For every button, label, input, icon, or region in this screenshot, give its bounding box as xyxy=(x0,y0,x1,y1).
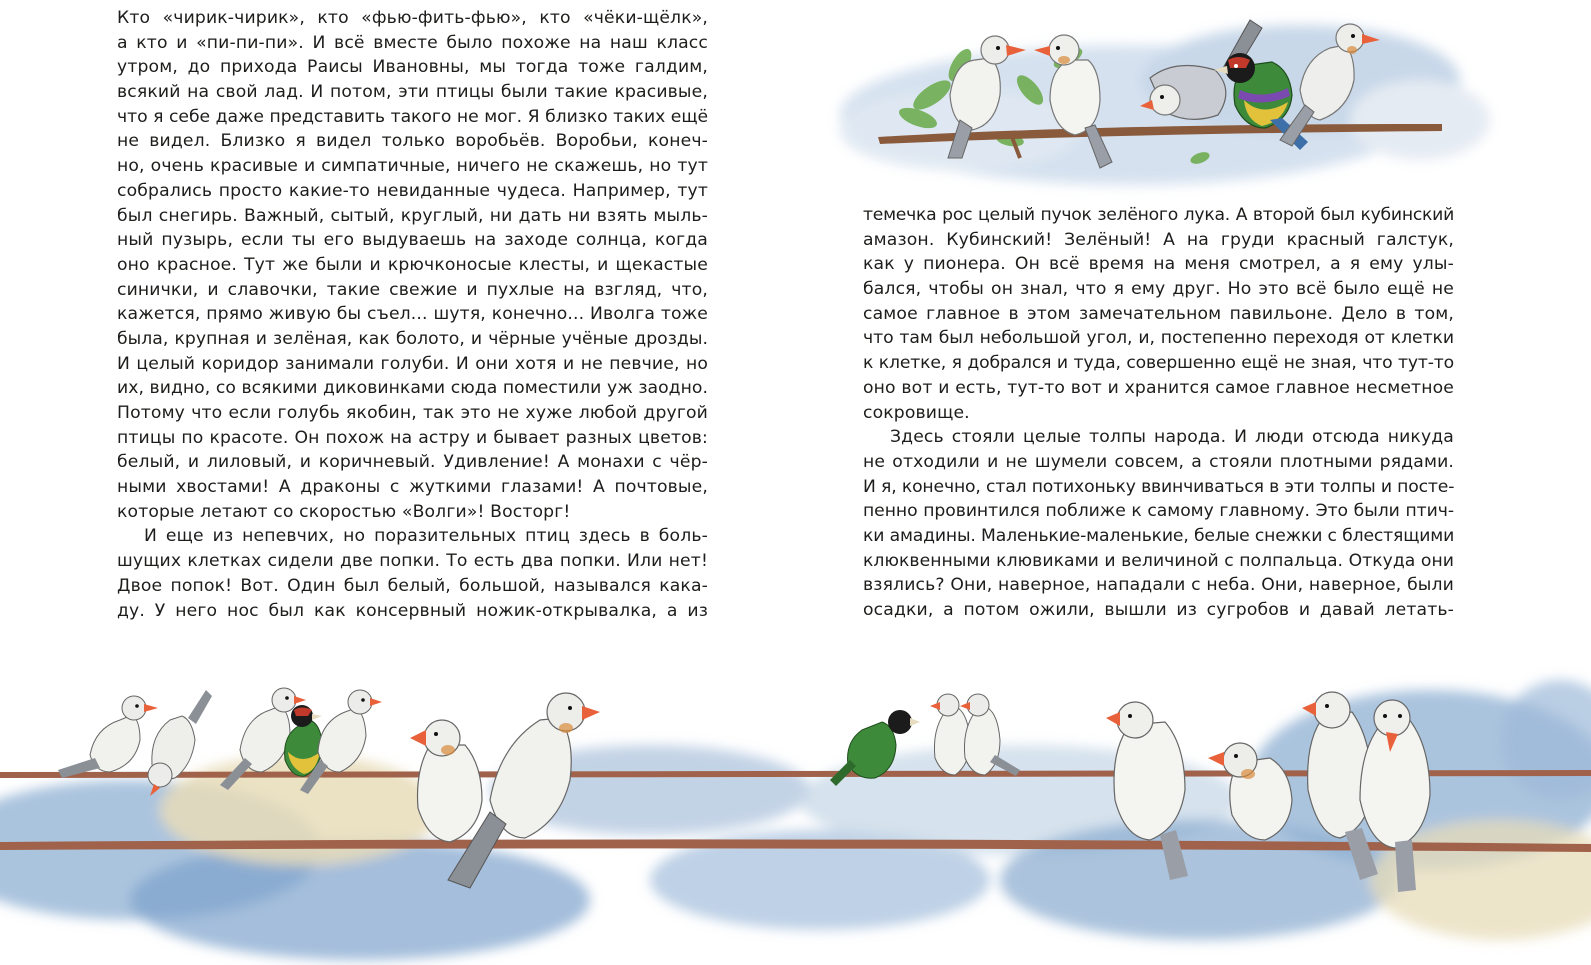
text-line: И я, конечно, стал потихоньку ввинчиваться в эти толпы и посте- xyxy=(863,476,1455,497)
text-line: Кто «чирик-чирик», кто «фью-фить-фью», кто «чёки-щёлк», xyxy=(117,8,708,28)
text-line: сокровище. xyxy=(863,402,970,423)
text-line: самое главное в этом замечательном павильоне. Дело в том, xyxy=(863,303,1454,324)
text-line: клюквенными клювиками и величиной с полпальца. Откуда они xyxy=(863,550,1454,571)
text-line: кажется, прямо живую бы съел... шутя, конечно... Иволга тоже xyxy=(117,304,708,325)
text-line: взялись? Они, наверное, нападали с неба. Они, наверное, были xyxy=(863,575,1454,596)
bottom-finch-1 xyxy=(58,696,158,778)
text-line: их, видно, со всякими диковинками сюда поместили уж заодно. xyxy=(117,378,708,399)
text-line: а кто и «пи-пи-пи». И всё вместе было похоже на наш класс xyxy=(117,32,708,53)
text-column-left xyxy=(117,6,708,623)
text-line: Потому что если голубь якобин, так это не хуже любой другой xyxy=(117,403,708,423)
text-line: оно вот и есть, тут-то вот и хранится самое главное несметное xyxy=(863,377,1454,398)
text-line: И целый коридор занимали голуби. И они хотя и не певчие, но xyxy=(117,353,708,374)
text-line: ду. У него нос был как консервный ножик-открывалка, а из xyxy=(117,600,708,621)
text-line: птицы по красоте. Он похож на астру и бывает разных цветов: xyxy=(117,427,708,448)
text-line: что там был небольшой угол, и, постепенно переходя от клетки xyxy=(863,328,1454,349)
text-line: темечка рос целый пучок зелёного лука. А второй был кубинский xyxy=(863,205,1454,225)
text-line: был снегирь. Важный, сытый, круглый, ни дать ни взять мыль- xyxy=(117,205,708,226)
text-line: не отходили и не шумели совсем, а стояли плотными рядами. xyxy=(863,451,1454,472)
text-line: синички, и славочки, такие свежие и пухлые на взгляд, что, xyxy=(117,279,708,300)
text-line: оно красное. Тут же были и крючконосые клесты, и щекастые xyxy=(117,254,708,275)
text-line: не видел. Близко я видел только воробьёв. Воробьи, конеч- xyxy=(117,131,708,152)
text-line: пенно провинтился поближе к самому главному. Это были птич- xyxy=(863,501,1454,522)
text-line: которые летают со скоростью «Волги»! Восторг! xyxy=(117,501,571,522)
text-line: белый, и лиловый, и коричневый. Удивление! А монахи с чёр- xyxy=(117,452,708,473)
paragraph-start-line: Здесь стояли целые толпы народа. И люди отсюда никуда xyxy=(890,427,1454,448)
text-line: но, очень красивые и симпатичные, ничего не скажешь, но тут xyxy=(117,156,708,177)
text-line: осадки, а потом ожили, вышли из сугробов и давай летать- xyxy=(863,600,1454,620)
text-line: всякий на свой лад. И потом, эти птицы были такие красивые, xyxy=(117,82,708,103)
text-line: ными хвостами! А драконы с жуткими глазами! А почтовые, xyxy=(117,477,708,498)
text-line: была, крупная и зелёная, как болото, и чёрные учёные дрозды. xyxy=(117,328,708,349)
paragraph-start-line: И еще из непевчих, но поразительных птиц здесь в боль- xyxy=(144,526,708,547)
text-line: утром, до прихода Раисы Ивановны, мы тогда тоже галдим, xyxy=(117,57,708,78)
text-line: что я себе даже представить такого не мог. Я близко таких ещё xyxy=(117,106,708,127)
text-line: ки амадины. Маленькие-маленькие, белые снежки с блестящими xyxy=(863,525,1455,546)
text-line: собрались просто какие-то невиданные чудеса. Например, тут xyxy=(117,180,708,201)
text-line: как у пионера. Он всё время на меня смотрел, а я ему улы- xyxy=(863,254,1454,275)
text-line: к клетке, я добрался и туда, совершенно ещё не зная, что тут-то xyxy=(863,353,1454,374)
text-line: ный пузырь, если ты его выдуваешь на заходе солнца, когда xyxy=(117,230,708,251)
text-column-right xyxy=(863,203,1454,623)
text-line: Двое попок! Вот. Один был белый, большой, назывался кака- xyxy=(117,575,708,596)
text-line: бался, чтобы он знал, что я ему друг. Но это всё было ещё не xyxy=(863,279,1454,300)
text-line: шущих клетках сидели две попки. То есть два попки. Или нет! xyxy=(117,551,708,572)
text-line: амазон. Кубинский! Зелёный! А на груди красный галстук, xyxy=(863,229,1454,250)
